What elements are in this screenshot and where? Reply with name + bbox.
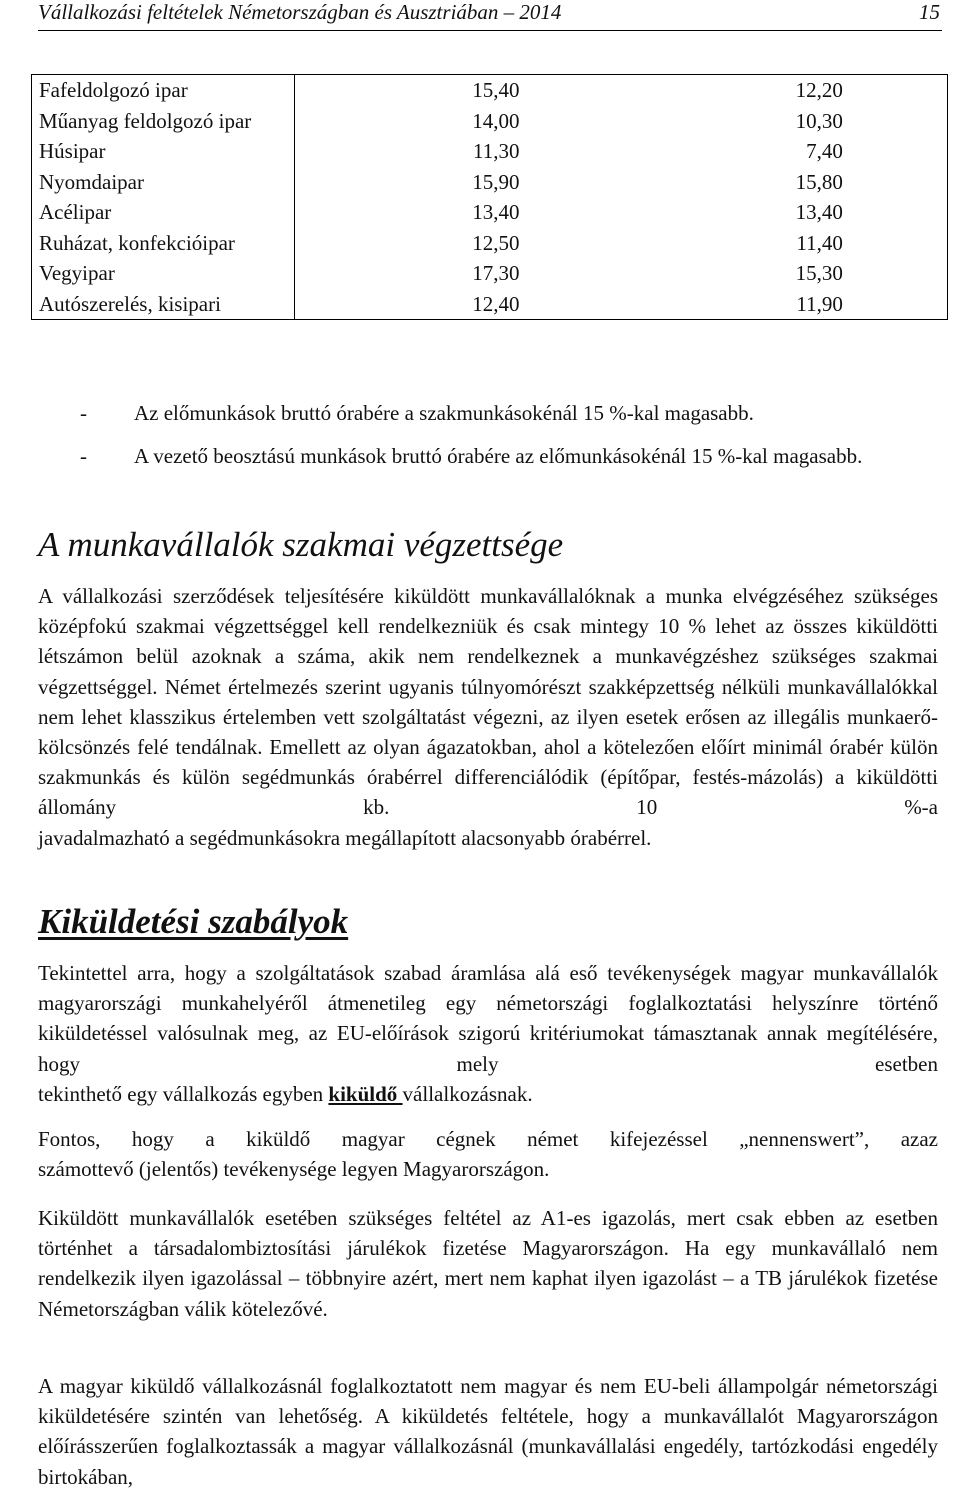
wage-cell: 11,30 — [473, 139, 520, 163]
section-heading-posting-rules: Kiküldetési szabályok — [38, 902, 349, 941]
spacer-cell — [843, 228, 948, 259]
table-row — [32, 258, 948, 289]
spacer-cell — [843, 289, 948, 320]
spacer-cell — [843, 197, 948, 228]
section-heading-qualification: A munkavállalók szakmai végzettsége — [38, 525, 564, 564]
bullet-item: - Az előmunkások bruttó órabére a szakmunkásokénál 15 %-kal magasabb. — [80, 401, 754, 425]
wage-cell: 10,30 — [795, 108, 843, 133]
wage-table — [31, 74, 948, 320]
table-row — [32, 136, 948, 167]
table-row — [32, 228, 948, 259]
wage-cell: 15,30 — [795, 261, 843, 285]
header-title: Vállalkozási feltételek Németországban és Ausztriában – 2014 — [38, 0, 562, 24]
wage-cell: 13,40 — [472, 200, 520, 224]
sector-cell: Műanyag feldolgozó ipar — [32, 106, 295, 137]
spacer-cell — [843, 167, 948, 198]
sector-cell: Húsipar — [32, 136, 295, 167]
wage-cell: 12,40 — [472, 291, 520, 316]
page-number: 15 — [919, 0, 940, 24]
table-row — [32, 106, 948, 137]
table-row — [32, 289, 948, 320]
wage-cell: 17,30 — [472, 261, 520, 285]
table-row — [32, 75, 948, 106]
sector-cell: Vegyipar — [32, 258, 295, 289]
wage-cell: 13,40 — [795, 200, 843, 224]
bullet-list — [80, 398, 950, 471]
table-row — [32, 167, 948, 198]
wage-cell: 15,40 — [472, 78, 520, 102]
paragraph-posting-4: A magyar kiküldő vállalkozásnál foglalkoztatott nem magyar és nem EU-beli állampolgár németországi kiküldetésére szintén van lehetőség. A kiküldetés feltétele, hogy a munkavállalót Magyarországon előírásszerűen foglalkoztassák a magyar vállalkozásnál (munkavállalási engedély, tartózkodási engedély birtokában, — [38, 1374, 938, 1489]
table-row — [32, 197, 948, 228]
sector-cell: Ruházat, konfekcióipar — [32, 228, 295, 259]
sector-cell: Fafeldolgozó ipar — [32, 75, 295, 106]
paragraph-qualification: A vállalkozási szerződések teljesítésére kiküldött munkavállalóknak a munka elvégzéséhez szükséges középfokú szakmai végzettséggel kell rendelkezniük és csak mintegy 10 % lehet az összes kiküldötti létszámon belül azoknak a száma, akik nem rendelkeznek a munkavégzéshez szükséges szakmai végzettséggel. Német értelmezés szerint ugyanis túlnyomórészt szakképzettség nélküli munkavállalókkal nem lehet klasszikus értelemben vett szolgáltatást végezni, az ilyen esetek erősen az illegális munkaerő-kölcsönzés felé tendálnak. Emellett az olyan ágazatokban, ahol a kötelezően előírt minimál órabér külön szakmunkás és külön segédmunkás órabérrel differenciálódik (építőpar, festés-mázolás) a kiküldötti állomány kb. 10 %-a javadalmazható a segédmunkásokra megállapított alacsonyabb órabérrel. — [38, 584, 938, 850]
spacer-cell — [843, 75, 948, 106]
wage-cell: 15,80 — [795, 169, 843, 194]
spacer-cell — [843, 106, 948, 137]
running-header — [38, 0, 942, 31]
paragraph-posting-3: Kiküldött munkavállalók esetében szükséges feltétel az A1-es igazolás, mert csak ebben az esetben történhet a társadalombiztosítási járulékok fizetése Magyarországon. Ha egy munkavállaló nem rendelkezik ilyen igazolással – többnyire azért, mert nem kaphat ilyen igazolást – a TB járulékok fizetése Németországban válik kötelezővé. — [38, 1206, 938, 1321]
wage-cell: 15,90 — [472, 169, 520, 194]
wage-cell: 12,20 — [795, 78, 843, 102]
sector-cell: Autószerelés, kisipari — [32, 289, 295, 320]
sector-cell: Acélipar — [32, 197, 295, 228]
spacer-cell — [843, 136, 948, 167]
paragraph-posting-1: Tekintettel arra, hogy a szolgáltatások szabad áramlása alá eső tevékenységek magyar munkavállalók magyarországi munkahelyéről átmenetileg egy németországi foglalkoztatási helyszínre történő kiküldetéssel valósulnak meg, az EU-előírások szigorú kritériumokat támasztanak annak megítélésére, hogy mely esetben tekinthető egy vállalkozás egyben kiküldő vállalkozásnak. — [38, 961, 938, 1106]
wage-cell: 11,90 — [796, 291, 843, 316]
emphasis-kikuldo: kiküldő — [328, 1081, 403, 1106]
wage-cell: 14,00 — [472, 108, 520, 133]
sector-cell: Nyomdaipar — [32, 167, 295, 198]
paragraph-posting-2: Fontos, hogy a kiküldő magyar cégnek német kifejezéssel „nennenswert”, azaz számottevő (jelentős) tevékenysége legyen Magyarországon. — [38, 1127, 938, 1182]
wage-cell: 11,40 — [796, 230, 843, 255]
wage-cell: 12,50 — [472, 230, 520, 255]
wage-cell: 7,40 — [806, 139, 843, 163]
bullet-item: - A vezető beosztású munkások bruttó órabére az előmunkásokénál 15 %-kal magasabb. — [80, 444, 863, 468]
spacer-cell — [843, 258, 948, 289]
